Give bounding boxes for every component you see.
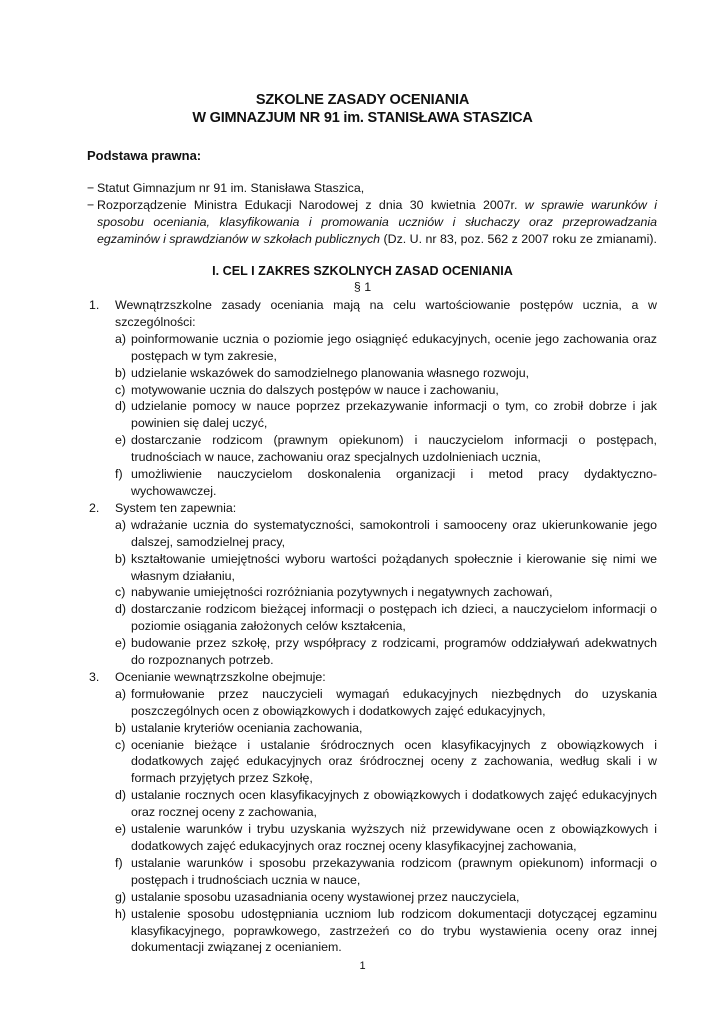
sub-item bbox=[115, 584, 657, 601]
sub-item-letter: c) bbox=[115, 382, 126, 397]
sub-item-text: dostarczanie rodzicom (prawnym opiekunom) i nauczycielom informacji o postępach, trudnościach w nauce, zachowaniu oraz specjalnych uzdolnieniach ucznia, bbox=[131, 433, 657, 465]
sub-item-letter: c) bbox=[115, 737, 126, 752]
sub-item-text: poinformowanie ucznia o poziomie jego osiągnięć edukacyjnych, ocenie jego zachowania oraz postępach w tym zakresie, bbox=[131, 331, 657, 363]
sub-item bbox=[115, 787, 657, 821]
item-text: Wewnątrzszkolne zasady oceniania mają na celu wartościowanie postępów ucznia, a w szczególności: bbox=[115, 298, 657, 329]
document-title-line1: SZKOLNE ZASADY OCENIANIA bbox=[255, 92, 470, 108]
sub-item-letter: d) bbox=[115, 399, 127, 414]
sub-item bbox=[115, 551, 657, 585]
sub-item bbox=[115, 737, 657, 788]
regulation-lead: Rozporządzenie Ministra Edukacji Narodowej z dnia 30 kwietnia 2007r. bbox=[97, 198, 525, 212]
item-body bbox=[115, 297, 657, 500]
sub-item-text: ustalanie sposobu uzasadniania oceny wystawionej przez nauczyciela, bbox=[131, 889, 520, 904]
document-title-line2: W GIMNAZJUM NR 91 im. STANISŁAWA STASZICA bbox=[192, 110, 533, 126]
sub-item-text: ustalanie warunków i sposobu przekazywania rodzicom (prawnym opiekunom) informacji o postępach i trudnościach ucznia w nauce, bbox=[131, 855, 657, 887]
sub-item bbox=[115, 432, 657, 466]
regulation-citation: (Dz. U. nr 83, poz. 562 z 2007 roku ze zmianami). bbox=[380, 232, 657, 246]
sub-item-letter: e) bbox=[115, 636, 127, 651]
regulation-title: w sprawie warunków i sposobu oceniania, klasyfikowania i promowania uczniów i słuchaczy oraz przeprowadzania egzaminów i sprawdzianów w szkołach publicznych bbox=[97, 198, 657, 246]
legal-basis-item bbox=[87, 180, 657, 197]
legal-basis-text: Statut Gimnazjum nr 91 im. Stanisława Staszica, bbox=[97, 181, 365, 195]
item-body bbox=[115, 669, 657, 956]
item-text: Ocenianie wewnątrzszkolne obejmuje: bbox=[115, 669, 326, 684]
legal-basis-item bbox=[87, 197, 657, 248]
sub-item bbox=[115, 398, 657, 432]
legal-basis-label: Podstawa prawna: bbox=[87, 148, 202, 163]
sub-item-text: ustalanie kryteriów oceniania zachowania, bbox=[131, 720, 363, 735]
sub-item-letter: b) bbox=[115, 551, 127, 566]
numbered-list bbox=[87, 297, 657, 956]
legal-basis-text bbox=[97, 197, 657, 248]
numbered-item bbox=[87, 500, 657, 669]
page-number: 1 bbox=[359, 960, 366, 972]
sub-item bbox=[115, 517, 657, 551]
sub-item bbox=[115, 906, 657, 957]
sub-item-text: kształtowanie umiejętności wyboru wartości pożądanych społecznie i kierowanie się nimi we własnym działaniu, bbox=[131, 551, 657, 583]
sub-item-text: udzielanie wskazówek do samodzielnego planowania własnego rozwoju, bbox=[131, 365, 530, 380]
numbered-item bbox=[87, 669, 657, 956]
sub-item-text: motywowanie ucznia do dalszych postępów w nauce i zachowaniu, bbox=[131, 382, 499, 397]
sub-item bbox=[115, 331, 657, 365]
sub-item bbox=[115, 635, 657, 669]
sub-item-letter: b) bbox=[115, 365, 127, 380]
sub-item-text: formułowanie przez nauczycieli wymagań edukacyjnych niezbędnych do uzyskania poszczególnych ocen z obowiązkowych i dodatkowych zajęć edukacyjnych, bbox=[131, 686, 657, 718]
sub-item-letter: e) bbox=[115, 433, 127, 448]
sub-item-letter: h) bbox=[115, 906, 127, 921]
sub-item-text: dostarczanie rodzicom bieżącej informacji o postępach ich dzieci, a nauczycielom informacji o poziomie osiągania założonych celów kształcenia, bbox=[131, 602, 657, 634]
sub-item bbox=[115, 601, 657, 635]
sub-item-text: wdrażanie ucznia do systematyczności, samokontroli i samooceny oraz ukierunkowanie jego dalszej, samodzielnej pracy, bbox=[131, 517, 657, 549]
sub-item-letter: a) bbox=[115, 517, 127, 532]
sub-item-letter: a) bbox=[115, 331, 127, 346]
sub-item-letter: d) bbox=[115, 788, 127, 803]
sub-item bbox=[115, 365, 657, 382]
sub-item-letter: f) bbox=[115, 467, 123, 482]
legal-basis-list bbox=[87, 180, 657, 248]
paragraph-mark: § 1 bbox=[353, 280, 372, 294]
sub-item-letter: d) bbox=[115, 602, 127, 617]
sub-item bbox=[115, 855, 657, 889]
sub-item-text: umożliwienie nauczycielom doskonalenia organizacji i metod pracy dydaktyczno-wychowawczej. bbox=[131, 467, 657, 498]
sub-item bbox=[115, 382, 657, 399]
numbered-item bbox=[87, 297, 657, 500]
item-number: 2. bbox=[89, 500, 100, 515]
item-body bbox=[115, 500, 657, 669]
item-number: 3. bbox=[89, 669, 100, 684]
sub-item-letter: b) bbox=[115, 720, 127, 735]
dash-bullet: − bbox=[87, 198, 95, 212]
dash-bullet: − bbox=[87, 181, 95, 195]
sub-item bbox=[115, 466, 657, 500]
item-text: System ten zapewnia: bbox=[115, 500, 237, 515]
sub-item-letter: a) bbox=[115, 686, 127, 701]
sub-item-text: ustalanie rocznych ocen klasyfikacyjnych z obowiązkowych i dodatkowych zajęć edukacyjnych oraz rocznej oceny z zachowania, bbox=[131, 788, 657, 820]
sub-item-text: ustalenie sposobu udostępniania uczniom lub rodzicom dokumentacji dotyczącej egzaminu klasyfikacyjnego, poprawkowego, zastrzeżeń co do trybu wystawienia oceny oraz innej dokumentacji związanej z ocenianiem. bbox=[131, 906, 657, 955]
sub-item-letter: f) bbox=[115, 855, 123, 870]
sub-item-letter: g) bbox=[115, 889, 127, 904]
sub-item-text: ustalenie warunków i trybu uzyskania wyższych niż przewidywane ocen z obowiązkowych i dodatkowych zajęć edukacyjnych oraz rocznej oceny klasyfikacyjnej zachowania, bbox=[131, 822, 657, 853]
sub-item-text: nabywanie umiejętności rozróżniania pozytywnych i negatywnych zachowań, bbox=[131, 585, 553, 600]
sub-item-letter: c) bbox=[115, 585, 126, 600]
sub-item bbox=[115, 821, 657, 855]
sub-item bbox=[115, 889, 657, 906]
section-title: I. CEL I ZAKRES SZKOLNYCH ZASAD OCENIANIA bbox=[212, 264, 513, 278]
sub-item bbox=[115, 720, 657, 737]
sub-item-text: udzielanie pomocy w nauce poprzez przekazywanie informacji o tym, co zrobił dobrze i jak powinien się dalej uczyć, bbox=[131, 399, 657, 431]
sub-item bbox=[115, 686, 657, 720]
item-number: 1. bbox=[89, 298, 100, 312]
sub-item-text: budowanie przez szkołę, przy współpracy z rodzicami, programów oddziaływań adekwatnych do rozpoznanych potrzeb. bbox=[131, 636, 657, 668]
sub-item-letter: e) bbox=[115, 822, 127, 837]
sub-item-text: ocenianie bieżące i ustalanie śródrocznych ocen klasyfikacyjnych z obowiązkowych i dodatkowych zajęć edukacyjnych oraz śródrocznej oceny z zachowania, według skali i w formach przyjętych przez Szkołę, bbox=[131, 737, 657, 786]
